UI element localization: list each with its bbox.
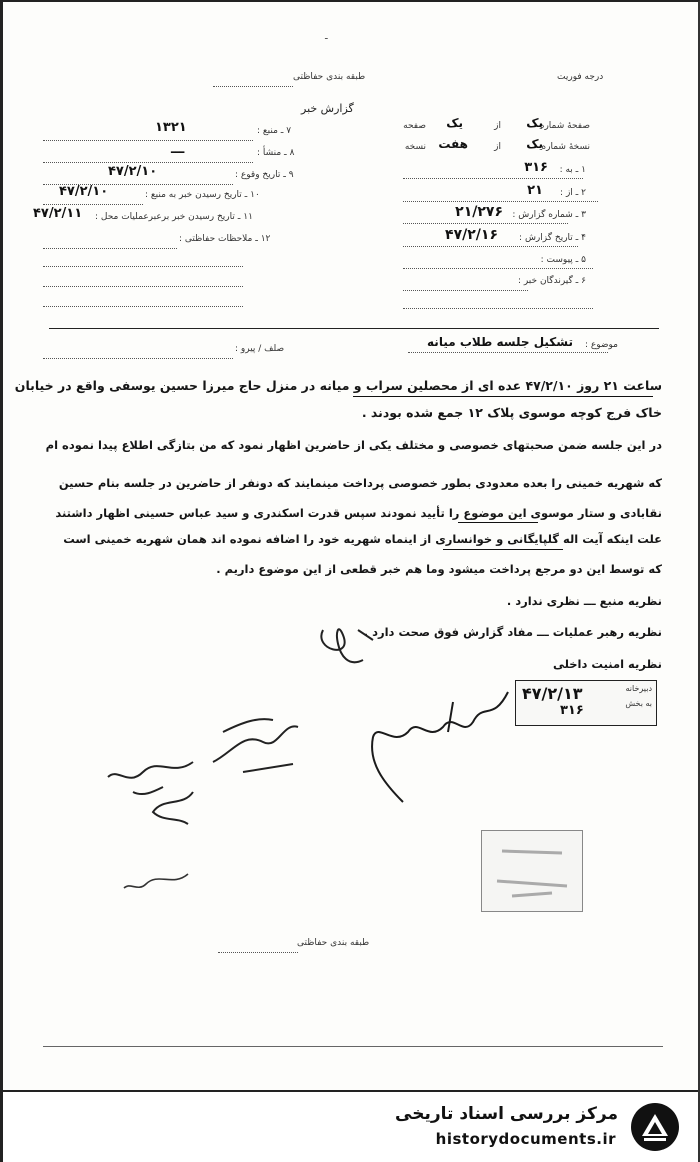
report-date-line — [403, 246, 578, 247]
archive-name: مرکز بررسی اسناد تاریخی — [395, 1104, 618, 1124]
from-label: ۲ ـ از : — [560, 188, 586, 198]
source-value: ۱۳۲۱ — [155, 120, 187, 135]
attachment-label: ۵ ـ پیوست : — [540, 255, 586, 265]
body-line-4: که شهریه خمینی را بعده معدودی بطور خصوصی پرداخت مینمایند که دونفر از حاضرین در جلسه بنام حسین — [58, 476, 662, 490]
stamp-line-1: دبیرخانه — [625, 684, 652, 693]
copy-number-value: یک — [526, 137, 543, 151]
stamp-date: ۴۷/۲/۱۳ — [522, 684, 583, 703]
page-of: از — [494, 121, 501, 131]
recipients-line-2 — [403, 308, 593, 309]
received-stamp — [481, 830, 583, 912]
bottom-rule — [43, 1046, 663, 1047]
report-title: گزارش خبر — [301, 102, 354, 115]
underline-2 — [458, 522, 538, 523]
report-date-label: ۴ ـ تاریخ گزارش : — [519, 233, 586, 243]
archive-logo-icon — [628, 1100, 682, 1154]
origin-line — [43, 162, 253, 163]
registration-stamp — [515, 680, 657, 726]
attachment-line — [403, 268, 593, 269]
notes-line-2 — [43, 266, 243, 267]
underline-3 — [443, 549, 563, 550]
page-total: یک — [446, 116, 463, 130]
event-date-value: ۴۷/۲/۱۰ — [108, 164, 158, 179]
page-unit: صفحه — [403, 121, 426, 131]
copy-of: از — [494, 142, 501, 152]
signature-1-scribble — [303, 620, 383, 680]
notes-line-4 — [43, 306, 243, 307]
source-label: ۷ ـ منبع : — [257, 126, 292, 136]
source-line — [43, 140, 253, 141]
report-date-value: ۴۷/۲/۱۶ — [445, 227, 498, 243]
opinion-source: نظریه منبع ـــ نظری ندارد . — [506, 594, 662, 608]
signature-3-scribble — [203, 702, 313, 782]
subject-line — [408, 352, 608, 353]
opinion-security: نظریه امنیت داخلی — [552, 657, 662, 671]
stamp-ref: ۳۱۶ — [560, 703, 584, 718]
classification-top: طبقه بندی حفاظتی — [293, 72, 366, 82]
page-number-label: صفحهٔ شماره — [539, 121, 590, 131]
file-label: صلف / پیرو : — [235, 344, 285, 354]
opinion-ops: نظریه رهبر عملیات ـــ مفاد گزارش فوق صحت دارد . — [363, 625, 662, 639]
page-number-value: یک — [526, 116, 543, 130]
underline-1 — [353, 396, 653, 397]
notes-label: ۱۲ ـ ملاحظات حفاظتی : — [179, 234, 271, 244]
copy-unit: نسخه — [404, 142, 426, 152]
signature-2-scribble — [333, 682, 523, 812]
report-number-label: ۳ ـ شماره گزارش : — [512, 210, 586, 220]
recipients-line — [403, 290, 528, 291]
origin-value: ـــ — [171, 142, 185, 157]
notes-line-1 — [43, 248, 177, 249]
to-line — [403, 178, 583, 179]
from-value: ۲۱ — [527, 183, 543, 198]
copy-total: هفت — [438, 137, 468, 151]
received-unit-label: ۱۱ ـ تاریخ رسیدن خبر برعبرعملیات محل : — [95, 212, 253, 222]
origin-label: ۸ ـ منشأ : — [257, 148, 295, 158]
copy-number-label: نسخهٔ شماره — [541, 142, 590, 152]
archive-footer — [3, 1090, 698, 1162]
event-date-label: ۹ ـ تاریخ وقوع : — [235, 170, 294, 180]
subject-label: موضوع : — [584, 340, 618, 350]
subject-value: تشکیل جلسه طلاب میانه — [427, 335, 573, 349]
body-line-2: خاک فرج کوچه موسوی پلاک ۱۲ جمع شده بودند . — [361, 405, 662, 420]
report-number-value: ۲۱/۲۷۶ — [455, 204, 503, 220]
body-line-3: در این جلسه ضمن صحبتهای خصوصی و مختلف یکی از حاضرین اظهار نمود که من بتازگی اطلاع پیدا نموده ام — [45, 438, 662, 452]
body-line-6: علت اینکه آیت اله گلپایگانی و خوانساری از اینماه شهریه خود را اضافه نموده اند همان شهریه خمینی است — [63, 532, 662, 546]
signature-5-scribble — [143, 782, 203, 832]
received-source-label: ۱۰ ـ تاریخ رسیدن خبر به منبع : — [145, 190, 260, 200]
signature-6-scribble — [118, 862, 198, 902]
stamp-line-2: به بخش — [625, 699, 652, 708]
header-separator — [49, 328, 659, 329]
body-line-1: ساعت ۲۱ روز ۴۷/۲/۱۰ عده ای از محصلین سراب و میانه در منزل حاج میرزا حسین یوسفی واقع در خیابان — [14, 378, 662, 393]
body-line-5: نقابادی و ستار موسوی این موضوع را تأیید نمودند سپس قدرت اسکندری و سید عباس حسینی اظهار داشتند — [55, 506, 662, 520]
report-number-line — [403, 223, 568, 224]
notes-line-3 — [43, 286, 243, 287]
classification-bottom: طبقه بندی حفاظتی — [297, 938, 370, 948]
archive-url[interactable]: historydocuments.ir — [435, 1130, 616, 1148]
urgency-label: درجه فوریت — [557, 72, 604, 82]
to-label: ۱ ـ به : — [559, 165, 586, 175]
received-unit-value: ۴۷/۲/۱۱ — [33, 206, 83, 221]
received-stamp-marks — [482, 831, 582, 911]
top-mark: ـ — [325, 32, 328, 42]
received-source-line — [43, 204, 143, 205]
recipients-label: ۶ ـ گیرندگان خبر : — [517, 276, 586, 286]
body-line-7: که توسط این دو مرجع پرداخت میشود وما هم خبر قطعی از این موضوع داریم . — [216, 562, 662, 576]
classification-bottom-line — [218, 952, 298, 953]
from-line — [403, 201, 598, 202]
classification-top-line — [213, 86, 293, 87]
file-line — [43, 358, 233, 359]
received-source-value: ۴۷/۲/۱۰ — [59, 184, 109, 199]
to-value: ۳۱۶ — [524, 160, 548, 175]
